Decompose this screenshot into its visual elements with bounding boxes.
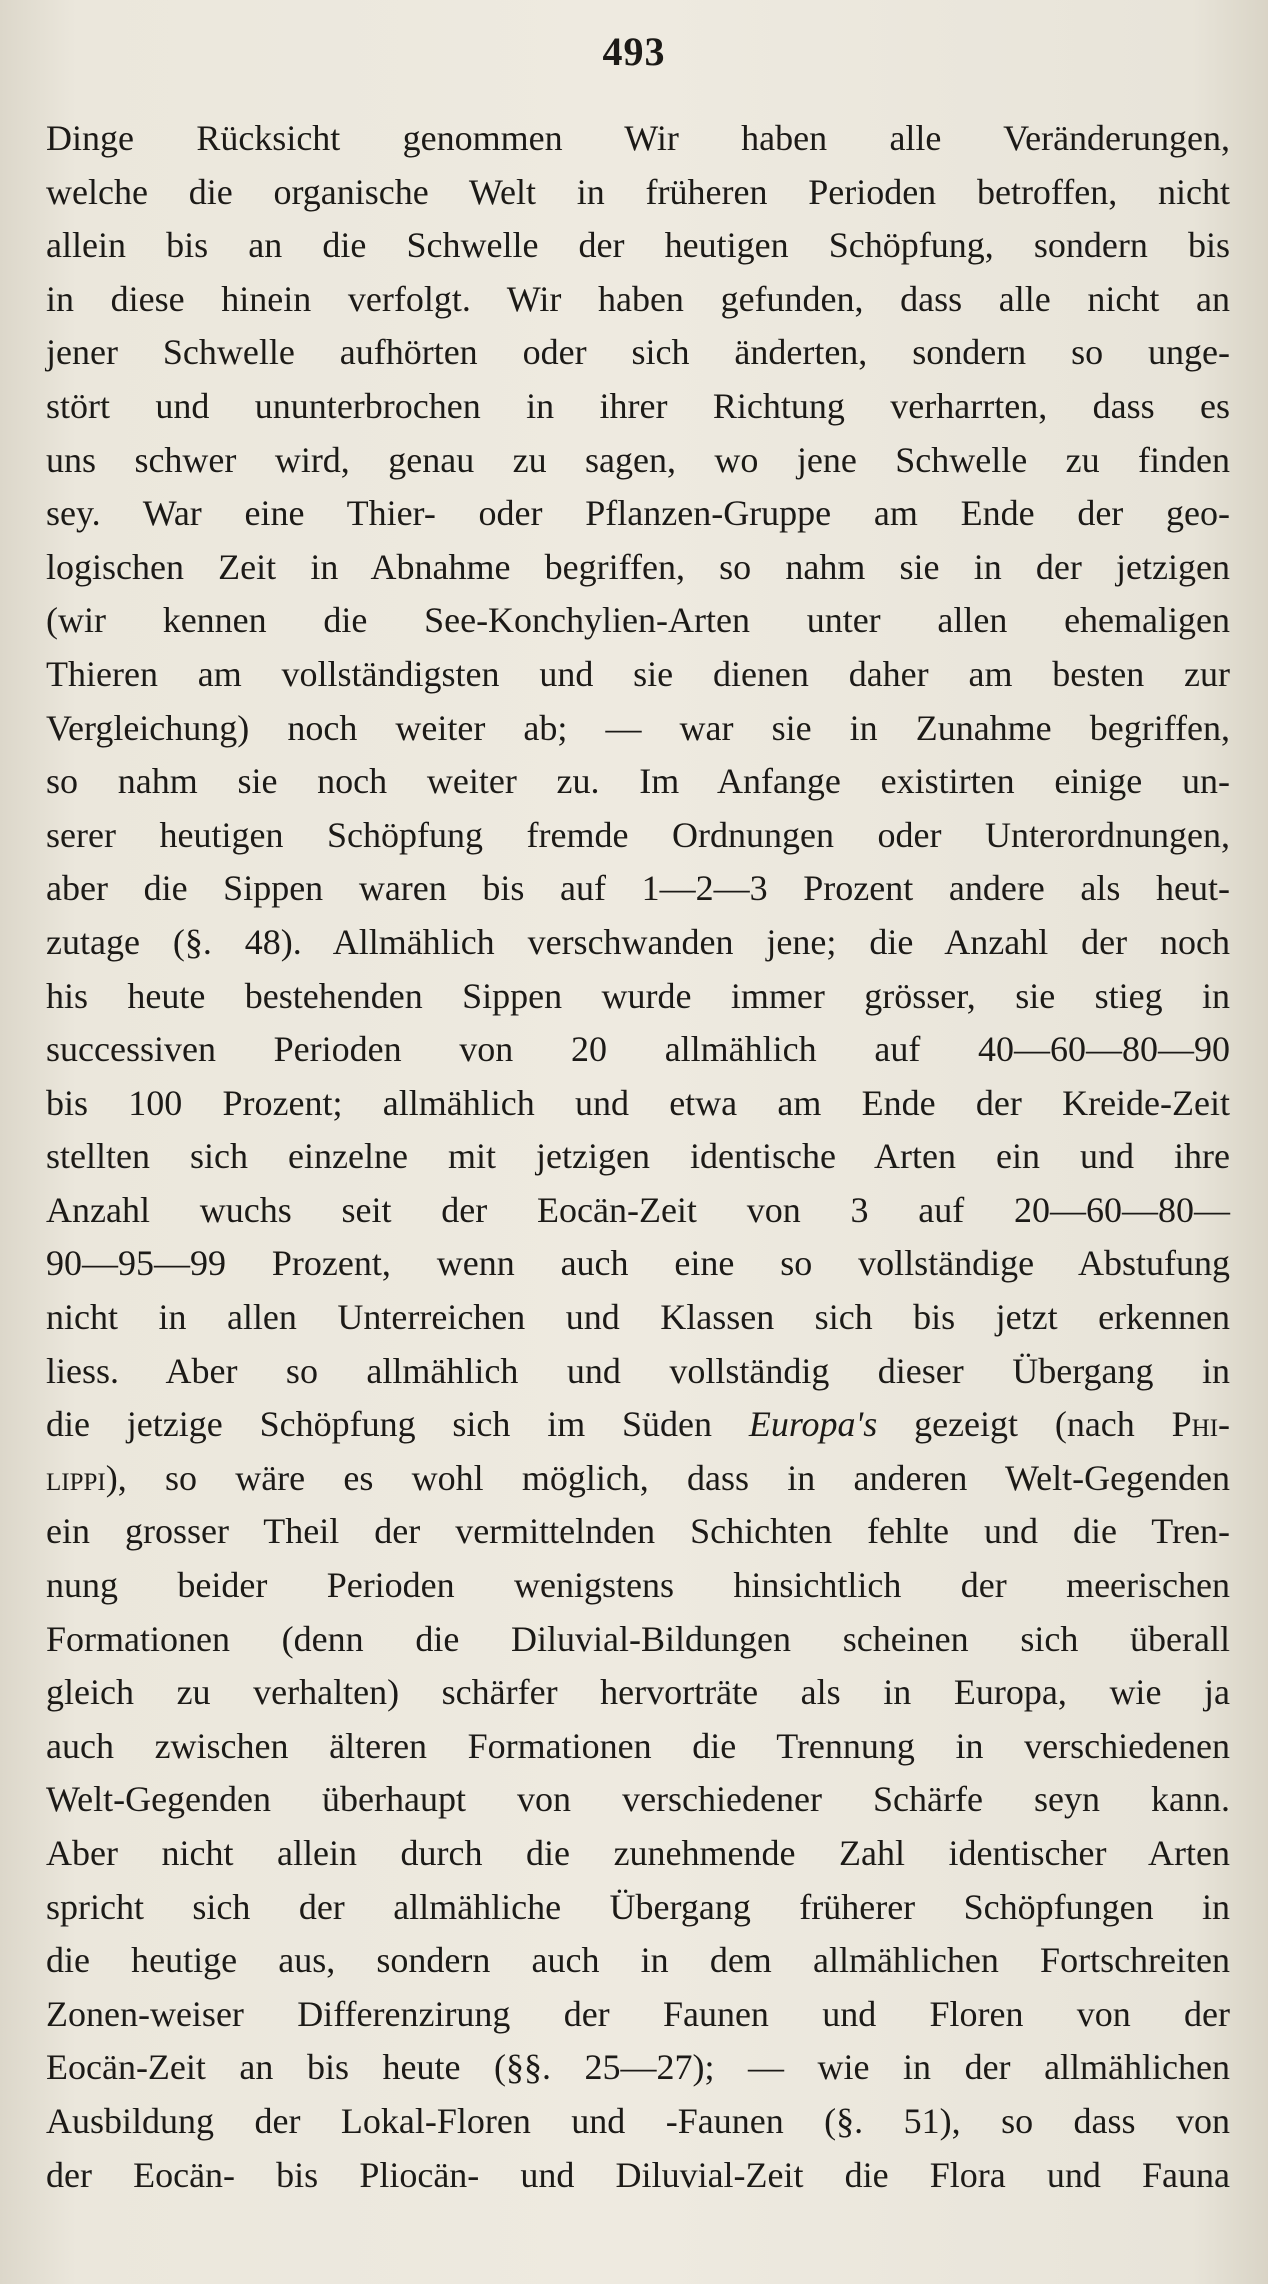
text-line: uns schwer wird, genau zu sagen, wo jene Schwelle zu finden [46,439,1230,480]
text-line: Formationen (denn die Diluvial-Bildungen scheinen sich überall [46,1618,1230,1659]
text-line: Eocän-Zeit an bis heute (§§. 25—27); — wie in der allmählichen [46,2047,1230,2088]
text-line: zutage (§. 48). Allmählich verschwanden jene; die Anzahl der noch [46,921,1230,962]
text-line: sey. War eine Thier- oder Pflanzen-Gruppe am Ende der geo- [46,493,1230,534]
text-line: der Eocän- bis Pliocän- und Diluvial-Zeit die Flora und Fauna [46,2154,1230,2195]
text-line: Vergleichung) noch weiter ab; — war sie in Zunahme begriffen, [46,707,1230,748]
text-line: serer heutigen Schöpfung fremde Ordnungen oder Unterordnungen, [46,814,1230,855]
text-line: gleich zu verhalten) schärfer hervorträte als in Europa, wie ja [46,1672,1230,1713]
text-line-with-emphasis [46,1398,1230,1452]
text-line: stört und ununterbrochen in ihrer Richtung verharrten, dass es [46,385,1230,426]
text-line: 90—95—99 Prozent, wenn auch eine so vollständige Abstufung [46,1243,1230,1284]
text-line: Thieren am vollständigsten und sie dienen daher am besten zur [46,653,1230,694]
text-line: jener Schwelle aufhörten oder sich änderten, sondern so unge- [46,332,1230,373]
author-name-smallcaps: Phi- [1171,1404,1231,1445]
text-line: nung beider Perioden wenigstens hinsichtlich der meerischen [46,1565,1230,1606]
text-segment: gezeigt (nach [877,1404,1172,1445]
text-line: logischen Zeit in Abnahme begriffen, so nahm sie in der jetzigen [46,546,1230,587]
text-line: Welt-Gegenden überhaupt von verschiedener Schärfe seyn kann. [46,1779,1230,1820]
author-name-smallcaps: lippi [46,1457,106,1498]
text-line: his heute bestehenden Sippen wurde immer grösser, sie stieg in [46,975,1230,1016]
italic-place-name: Europa's [748,1404,878,1445]
text-line: in diese hinein verfolgt. Wir haben gefunden, dass alle nicht an [46,278,1230,319]
text-line: Dinge Rücksicht genommen Wir haben alle Veränderungen, [46,118,1230,158]
text-line: welche die organische Welt in früheren Perioden betroffen, nicht [46,171,1230,212]
text-line-with-emphasis [46,1452,1230,1506]
text-line: auch zwischen älteren Formationen die Trennung in verschiedenen [46,1725,1230,1766]
text-line: aber die Sippen waren bis auf 1—2—3 Prozent andere als heut- [46,868,1230,909]
text-line: (wir kennen die See-Konchylien-Arten unter allen ehemaligen [46,600,1230,641]
text-line: successiven Perioden von 20 allmählich auf 40—60—80—90 [46,1029,1230,1070]
text-line: allein bis an die Schwelle der heutigen Schöpfung, sondern bis [46,225,1230,266]
text-line: liess. Aber so allmählich und vollständig dieser Übergang in [46,1350,1230,1391]
body-text [46,112,1230,2202]
text-line: bis 100 Prozent; allmählich und etwa am Ende der Kreide-Zeit [46,1082,1230,1123]
text-line: Anzahl wuchs seit der Eocän-Zeit von 3 auf 20—60—80— [46,1189,1230,1230]
page-number: 493 [602,29,666,74]
text-line: so nahm sie noch weiter zu. Im Anfange existirten einige un- [46,761,1230,802]
text-segment: ), so wäre es wohl möglich, dass in anderen Welt-Gegenden [105,1457,1230,1498]
text-line: Aber nicht allein durch die zunehmende Zahl identischer Arten [46,1833,1230,1873]
text-segment: die jetzige Schöpfung sich im Süden [46,1404,749,1445]
text-line: ein grosser Theil der vermittelnden Schichten fehlte und die Tren- [46,1511,1230,1552]
text-line: spricht sich der allmähliche Übergang früherer Schöpfungen in [46,1886,1230,1927]
text-line: stellten sich einzelne mit jetzigen identische Arten ein und ihre [46,1136,1230,1177]
text-line: Ausbildung der Lokal-Floren und -Faunen (§. 51), so dass von [46,2100,1230,2141]
text-line: die heutige aus, sondern auch in dem allmählichen Fortschreiten [46,1940,1230,1981]
text-line: nicht in allen Unterreichen und Klassen sich bis jetzt erkennen [46,1297,1230,1338]
text-line: Zonen-weiser Differenzirung der Faunen und Floren von der [46,1993,1230,2034]
